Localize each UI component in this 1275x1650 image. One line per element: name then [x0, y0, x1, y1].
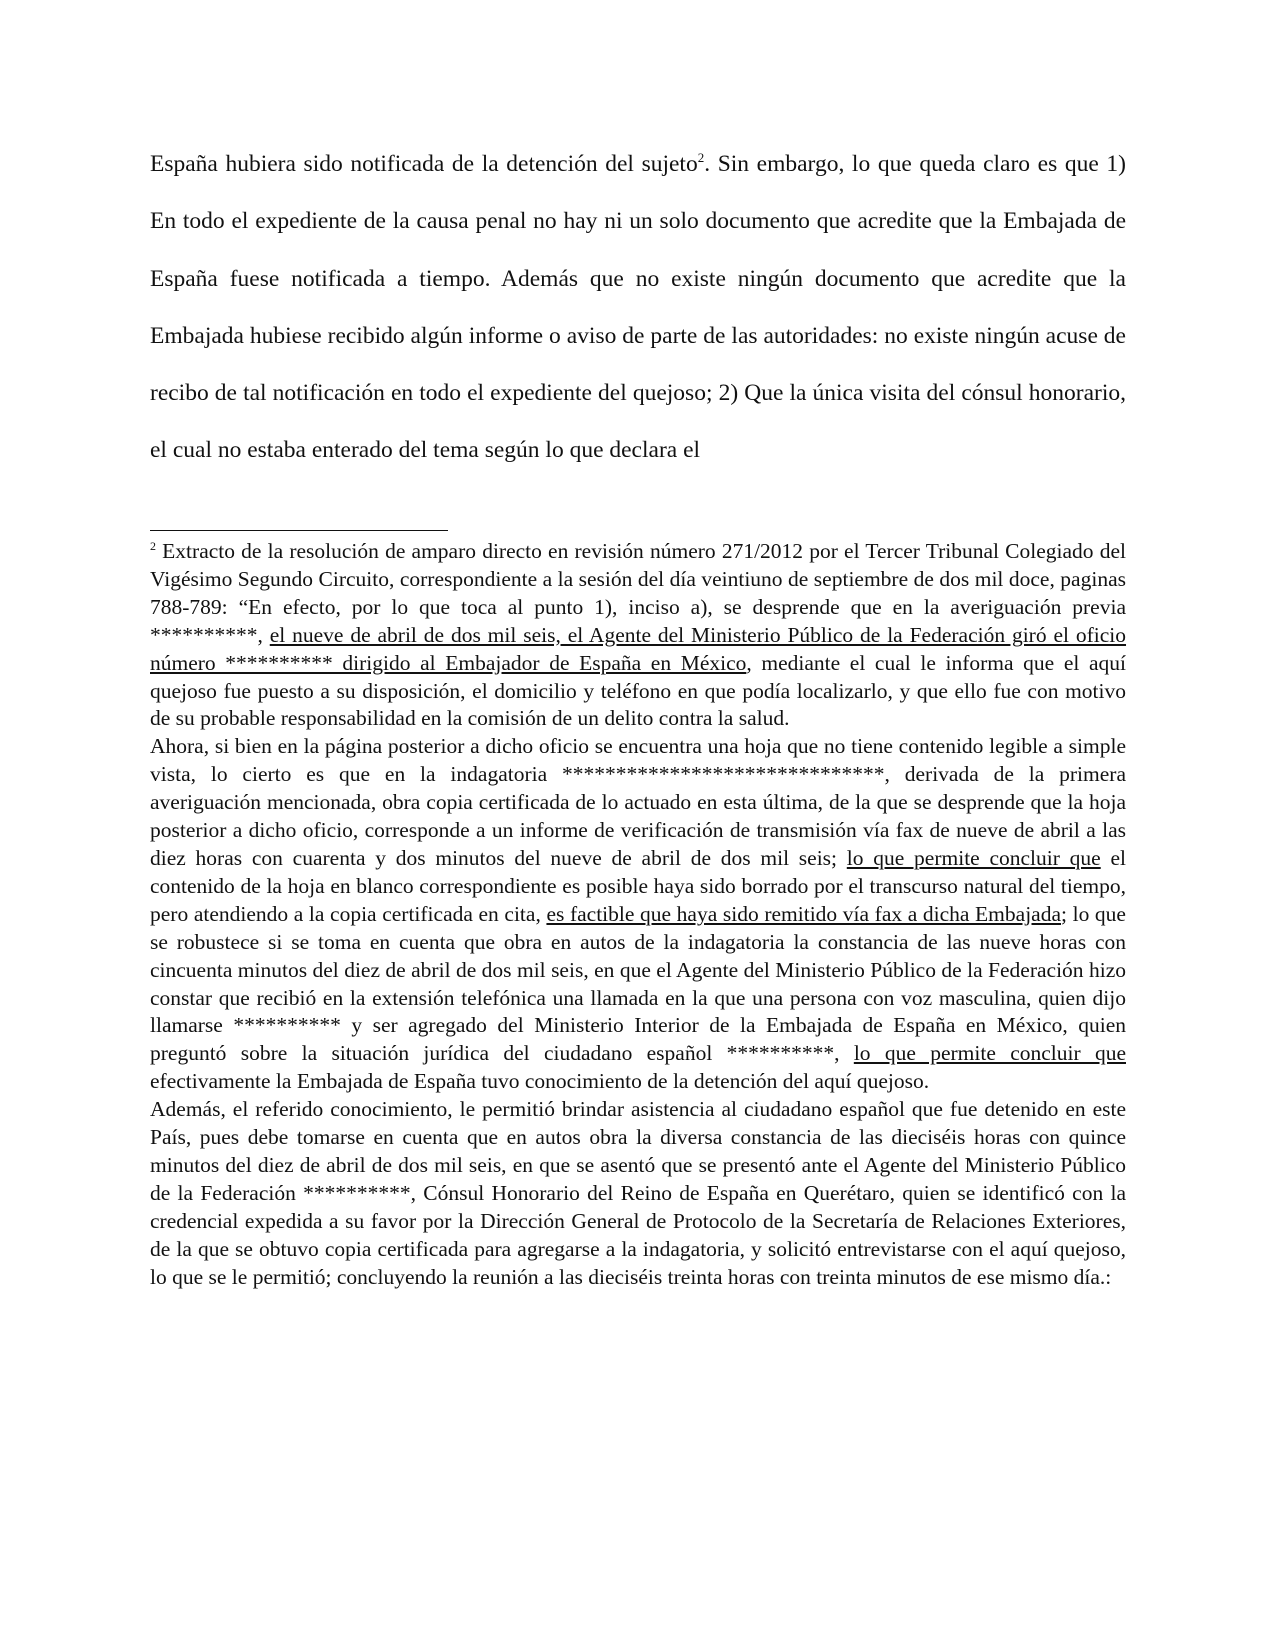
footnote-paragraph-3: Además, el referido conocimiento, le permitió brindar asistencia al ciudadano español que fue detenido en este País, pues debe tomarse en cuenta que en autos obra la diversa constancia de las dieciséis horas con quince minutos del diez de abril de dos mil seis, en que se asentó que se presentó ante el Agente del Ministerio Público de la Federación **********, Cónsul Honorario del Reino de España en Querétaro, quien se identificó con la credencial expedida a su favor por la Dirección General de Protocolo de la Secretaría de Relaciones Exteriores, de la que se obtuvo copia certificada para agregarse a la indagatoria, y solicitó entrevistarse con el aquí quejoso, lo que se le permitió; concluyendo la reunión a las dieciséis treinta horas con treinta minutos de ese mismo día.: — [150, 1097, 1126, 1289]
body-text-rest: . Sin embargo, lo que queda claro es que 1) En todo el expediente de la causa penal no hay ni un solo documento que acredite que la Embajada de España fuese notificada a tiempo. Además que no existe ningún documento que acredite que la Embajada hubiese recibido algún informe o aviso de parte de las autoridades: no existe ningún acuse de recibo de tal notificación en todo el expediente del quejoso; 2) Que la única visita del cónsul honorario, el cual no estaba enterado del tema según lo que declara el — [150, 151, 1126, 464]
footnote-paragraph-2 — [150, 733, 1126, 1096]
body-text-start: España hubiera sido notificada de la detención del sujeto — [150, 151, 698, 177]
footnote-underlined-text: lo que permite concluir que — [846, 845, 1101, 870]
footnote-underlined-text: lo que permite concluir que — [853, 1041, 1126, 1066]
footnote-underlined-text: el nueve de abril de dos mil seis, el Agente del Ministerio Público de la Federación giró el oficio número ********** dirigido al Embajador de España en México — [150, 622, 1127, 675]
footnote-paragraph-1 — [150, 538, 1126, 733]
footnote-text: , mediante el cual le informa que el aquí quejoso fue puesto a su disposición, el domicilio y teléfono en que podía localizarlo, y que ello fue con motivo de su probable responsabilidad en la comisión de un delito contra la salud. — [150, 650, 1126, 731]
footnote-text: ; lo que se robustece si se toma en cuenta que obra en autos de la indagatoria la constancia de las nueve horas con cincuenta minutos del diez de abril de dos mil seis, en que el Agente del Ministerio Público de la Federación hizo constar que recibió en la extensión telefónica una llamada en la que una persona con voz masculina, quien dijo llamarse ********** y ser agregado del Ministerio Interior de la Embajada de España en México, quien preguntó sobre la situación jurídica del ciudadano español **********, — [150, 901, 1126, 1066]
footnote-text: el contenido de la hoja en blanco correspondiente es posible haya sido borrado por el transcurso natural del tiempo, pero atendiendo a la copia certificada en cita, — [150, 845, 1126, 926]
footnote-text: Ahora, si bien en la página posterior a dicho oficio se encuentra una hoja que no tiene contenido legible a simple vista, lo cierto es que en la indagatoria ******************************, derivada de la primera averiguación mencionada, obra copia certificada de lo actuado en esta última, de la que se desprende que la hoja posterior a dicho oficio, corresponde a un informe de verificación de transmisión vía fax de nueve de abril a las diez horas con cuarenta y dos minutos del nueve de abril de dos mil seis; — [150, 734, 1126, 870]
footnote-reference: 2 — [697, 150, 705, 166]
footnote-text: Extracto de la resolución de amparo directo en revisión número 271/2012 por el Tercer Tribunal Colegiado del Vigésimo Segundo Circuito, correspondiente a la sesión del día veintiuno de septiembre de dos mil doce, paginas 788-789: “En efecto, por lo que toca al punto 1), inciso a), se desprende que en la averiguación previa **********, — [150, 539, 1126, 647]
body-paragraph — [150, 136, 1126, 480]
footnote-underlined-text: es factible que haya sido remitido vía fax a dicha Embajada — [546, 901, 1062, 926]
footnote-text: efectivamente la Embajada de España tuvo conocimiento de la detención del aquí quejoso. — [150, 1069, 930, 1094]
footnote-separator — [150, 530, 448, 531]
footnote — [150, 538, 1126, 1291]
footnote-number: 2 — [150, 538, 156, 553]
